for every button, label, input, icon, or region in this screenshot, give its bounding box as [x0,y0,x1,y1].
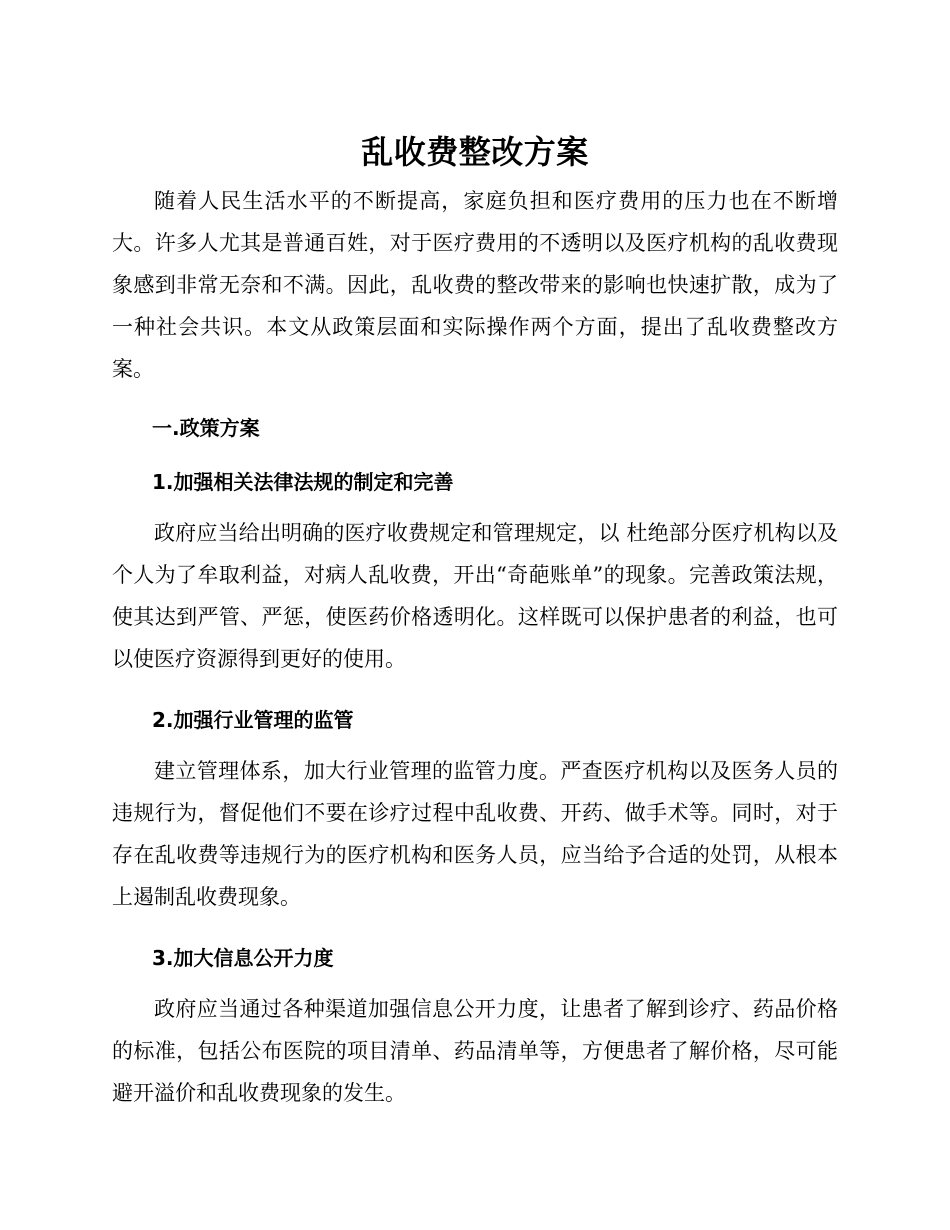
subheading-laws: 1.加强相关法律法规的制定和完善 [152,470,454,494]
section-heading-policy: 一.政策方案 [152,416,260,440]
page-title: 乱收费整改方案 [361,133,589,171]
paragraph-laws: 政府应当给出明确的医疗收费规定和管理规定，以 杜绝部分医疗机构以及个人为了牟取利益，对病人乱收费，开出“奇葩账单”的现象。完善政策法规，使其达到严管、严惩，使医药价格透明化。这样既可以保护患者的利益，也可以使医疗资源得到更好的使用。 [112,521,838,671]
intro-paragraph: 随着人民生活水平的不断提高，家庭负担和医疗费用的压力也在不断增大。许多人尤其是普通百姓，对于医疗费用的不透明以及医疗机构的乱收费现象感到非常无奈和不满。因此，乱收费的整改带来的影响也快速扩散，成为了一种社会共识。本文从政策层面和实际操作两个方面，提出了乱收费整改方案。 [112,189,838,381]
paragraph-supervision: 建立管理体系，加大行业管理的监管力度。严查医疗机构以及医务人员的违规行为，督促他们不要在诊疗过程中乱收费、开药、做手术等。同时，对于存在乱收费等违规行为的医疗机构和医务人员，应当给予合适的处罚，从根本上遏制乱收费现象。 [112,759,838,909]
subheading-supervision: 2.加强行业管理的监管 [152,708,354,732]
paragraph-disclosure: 政府应当通过各种渠道加强信息公开力度，让患者了解到诊疗、药品价格的标准，包括公布医院的项目清单、药品清单等，方便患者了解价格，尽可能避开溢价和乱收费现象的发生。 [112,997,838,1105]
subheading-disclosure: 3.加大信息公开力度 [152,946,334,970]
